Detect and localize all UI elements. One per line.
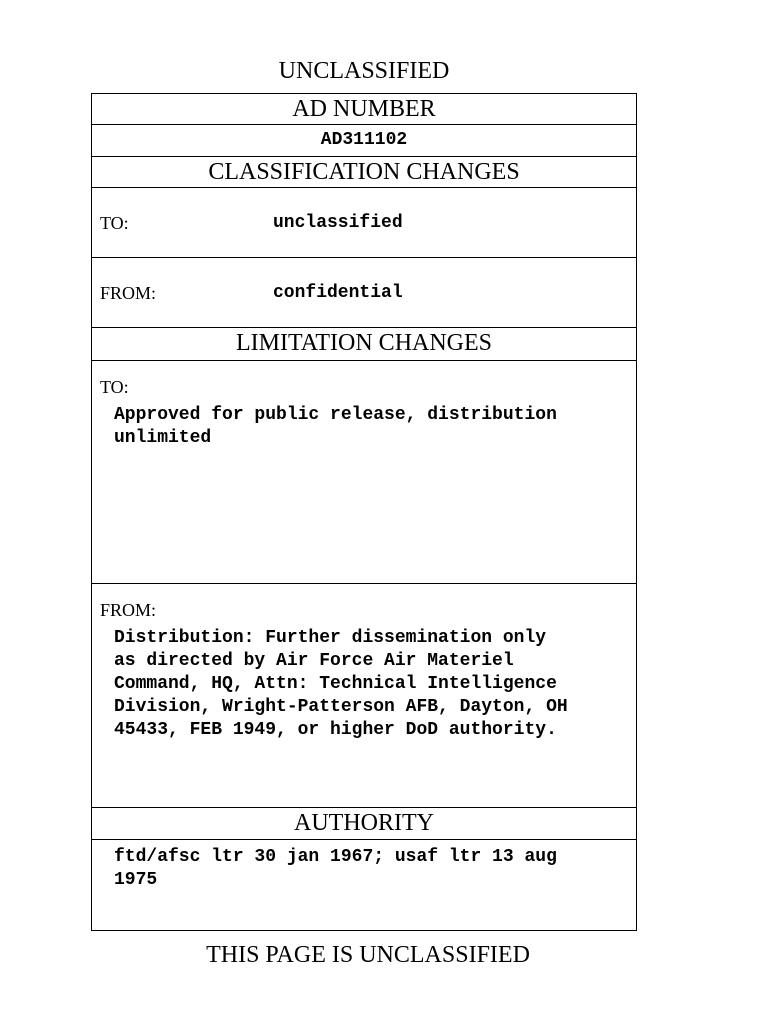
limitation-to-section (92, 360, 636, 583)
classification-to-value: unclassified (273, 213, 403, 233)
classification-changes-heading-row (92, 156, 636, 187)
classification-changes-heading: CLASSIFICATION CHANGES (208, 159, 520, 185)
authority-heading-row (92, 807, 636, 839)
limitation-changes-heading-row (92, 327, 636, 360)
authority-section (92, 839, 636, 930)
ad-number-heading-row (92, 94, 636, 124)
classification-to-row (92, 187, 636, 257)
classification-banner-bottom: THIS PAGE IS UNCLASSIFIED (206, 942, 530, 968)
limitation-from-label: FROM: (100, 600, 157, 620)
authority-heading: AUTHORITY (294, 810, 434, 836)
classification-from-row (92, 257, 636, 327)
limitation-from-text: Distribution: Further dissemination only as directed by Air Force Air Materiel Command, HQ, Attn: Technical Intelligence Division, Wright-Patterson AFB, Dayton, OH 45433, FEB 1949, or higher DoD authority. (114, 628, 568, 740)
document-form (91, 93, 637, 931)
ad-number-value-row (92, 124, 636, 156)
ad-number-value: AD311102 (320, 130, 408, 150)
limitation-changes-heading: LIMITATION CHANGES (235, 330, 493, 356)
limitation-to-label: TO: (100, 377, 129, 397)
classification-from-value: confidential (273, 283, 403, 303)
ad-number-heading: AD NUMBER (292, 96, 436, 122)
limitation-from-section (92, 583, 636, 807)
authority-text: ftd/afsc ltr 30 jan 1967; usaf ltr 13 aug 1975 (114, 847, 557, 890)
classification-banner-top: UNCLASSIFIED (278, 58, 450, 84)
classification-to-label: TO: (100, 213, 129, 233)
limitation-to-text: Approved for public release, distribution unlimited (114, 405, 557, 448)
classification-from-label: FROM: (100, 283, 157, 303)
